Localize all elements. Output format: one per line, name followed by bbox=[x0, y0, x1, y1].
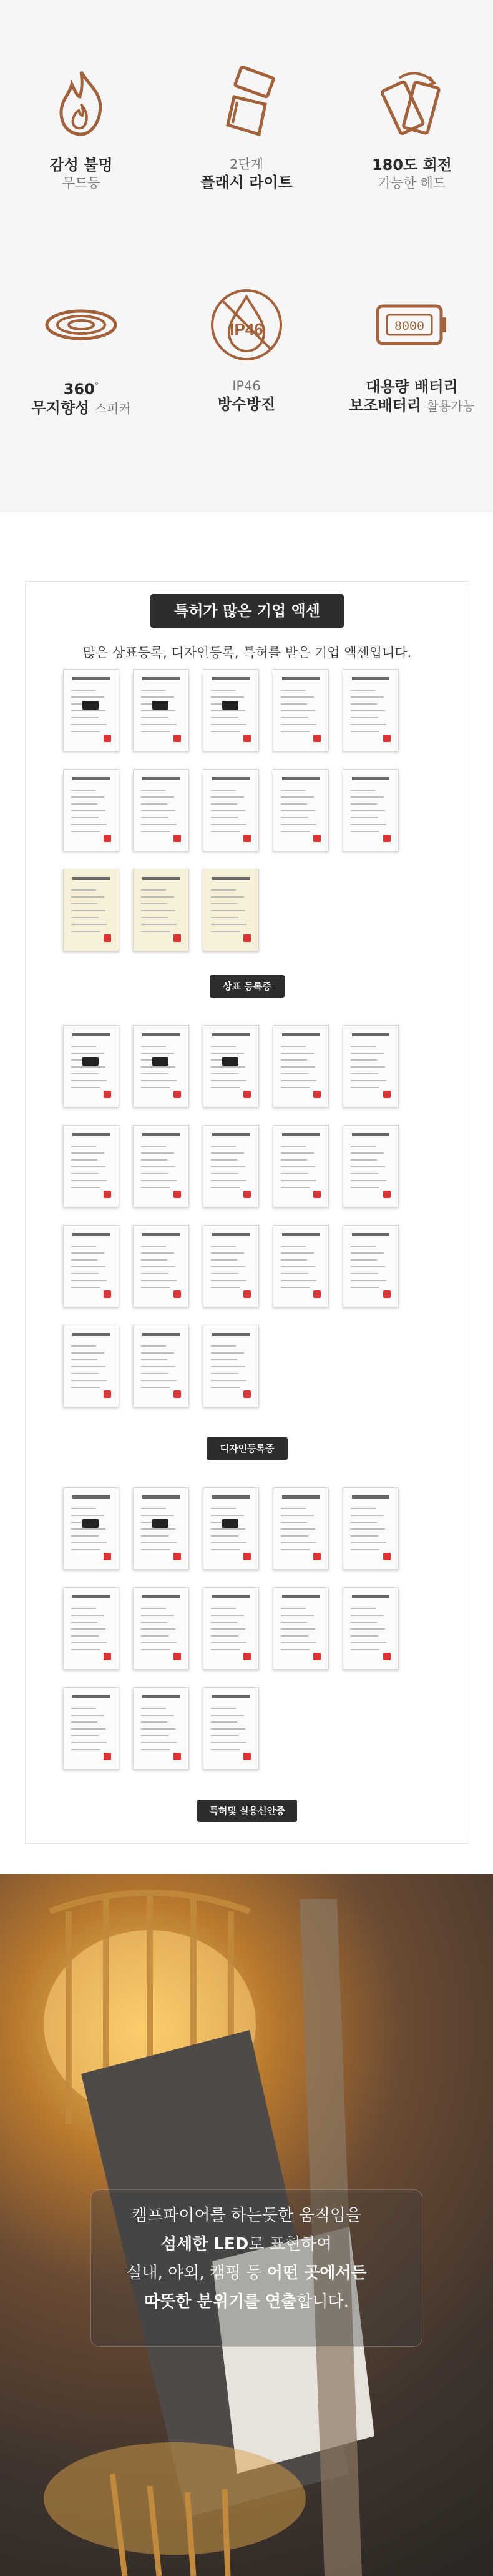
feature-title: 감성 불멍 bbox=[49, 156, 113, 174]
feature-subtitle-pre: IP46 bbox=[232, 379, 261, 394]
certificate-thumbnail bbox=[133, 669, 189, 751]
certificate-thumbnail bbox=[343, 1025, 399, 1107]
rotate-icon bbox=[374, 66, 449, 141]
certificate-thumbnail bbox=[63, 1325, 119, 1407]
certificate-thumbnail bbox=[273, 1587, 329, 1670]
certificate-thumbnail bbox=[343, 669, 399, 751]
caption-text: 합니다. bbox=[296, 2292, 349, 2311]
certificate-thumbnail bbox=[133, 1587, 189, 1670]
feature-subtitle-pre: 2단계 bbox=[230, 157, 263, 172]
feature-rotate-head bbox=[340, 66, 484, 192]
certificate-thumbnail bbox=[343, 1125, 399, 1207]
patents-card bbox=[25, 581, 469, 1844]
feature-title: 대용량 배터리 bbox=[366, 378, 458, 395]
feature-speaker bbox=[9, 287, 153, 418]
feature-title: 방수방진 bbox=[217, 395, 276, 413]
battery-icon bbox=[374, 287, 449, 362]
certificate-thumbnail bbox=[203, 869, 259, 951]
certificate-thumbnail bbox=[203, 1687, 259, 1770]
feature-title: 무지향성 bbox=[31, 399, 90, 417]
certificate-thumbnail bbox=[63, 1125, 119, 1207]
certificate-thumbnail bbox=[63, 1025, 119, 1107]
caption-line-2 bbox=[0, 2234, 493, 2255]
caption-text: 로 표현하여 bbox=[248, 2235, 333, 2254]
certificate-thumbnail bbox=[343, 1487, 399, 1570]
certificate-thumbnail bbox=[133, 1325, 189, 1407]
lantern-photo bbox=[0, 1874, 493, 2576]
certificate-thumbnail bbox=[63, 669, 119, 751]
certificate-thumbnail bbox=[133, 1687, 189, 1770]
certificate-thumbnail bbox=[203, 769, 259, 851]
caption-bold: 어떤 곳에서든 bbox=[266, 2264, 367, 2282]
certificate-thumbnail bbox=[343, 1225, 399, 1307]
certificate-thumbnail bbox=[63, 869, 119, 951]
patents-description: 많은 상표등록, 디자인등록, 특허를 받은 기업 액센입니다. bbox=[82, 645, 412, 660]
flashlight-icon bbox=[209, 66, 284, 141]
feature-subtitle: 가능한 헤드 bbox=[378, 176, 446, 191]
feature-title: 180도 회전 bbox=[371, 156, 452, 174]
feature-title-sub: 활용가능 bbox=[426, 399, 475, 414]
caption-line-1: 캠프파이어를 하는듯한 움직임을 bbox=[131, 2206, 362, 2225]
certificate-thumbnail bbox=[133, 1025, 189, 1107]
certificate-thumbnail bbox=[63, 1487, 119, 1570]
feature-title-pre: 360 bbox=[63, 380, 95, 398]
patents-heading: 특허가 많은 기업 액센 bbox=[150, 594, 344, 628]
certificate-thumbnail bbox=[273, 1025, 329, 1107]
certificate-thumbnail bbox=[203, 1487, 259, 1570]
flame-icon bbox=[44, 66, 119, 141]
certificate-thumbnail bbox=[203, 1025, 259, 1107]
certificate-thumbnail bbox=[273, 1225, 329, 1307]
design-label: 디자인등록증 bbox=[207, 1437, 288, 1460]
certificate-thumbnail bbox=[133, 869, 189, 951]
feature-title-line2 bbox=[9, 399, 153, 418]
certificate-thumbnail bbox=[133, 1225, 189, 1307]
waterproof-icon bbox=[209, 287, 284, 362]
certificate-thumbnail bbox=[203, 1225, 259, 1307]
utility-certificates bbox=[63, 1487, 437, 1787]
speaker-icon bbox=[44, 287, 119, 362]
certificate-thumbnail bbox=[63, 1587, 119, 1670]
caption-bold: 섬세한 LED bbox=[160, 2235, 249, 2254]
feature-title-line2 bbox=[340, 396, 484, 415]
caption-line-3 bbox=[0, 2262, 493, 2284]
feature-flash-light bbox=[175, 66, 318, 192]
certificate-thumbnail bbox=[63, 1687, 119, 1770]
battery-icon-label: 8000 bbox=[394, 320, 425, 334]
feature-title-degree: ° bbox=[94, 382, 99, 391]
feature-title-2: 보조배터리 bbox=[349, 397, 422, 414]
trademark-label: 상표 등록증 bbox=[210, 975, 285, 998]
certificate-thumbnail bbox=[203, 669, 259, 751]
feature-title-line1 bbox=[9, 377, 153, 399]
feature-title-sub: 스피커 bbox=[94, 401, 131, 416]
certificate-thumbnail bbox=[63, 769, 119, 851]
caption-bold: 따뜻한 분위기를 연출 bbox=[144, 2292, 297, 2311]
feature-subtitle: 무드등 bbox=[62, 176, 100, 191]
certificate-thumbnail bbox=[273, 669, 329, 751]
certificate-thumbnail bbox=[133, 1125, 189, 1207]
features-section bbox=[0, 0, 493, 512]
certificate-thumbnail bbox=[273, 769, 329, 851]
caption-text: 실내, 야외, 캠핑 등 bbox=[126, 2264, 267, 2282]
certificate-thumbnail bbox=[203, 1325, 259, 1407]
utility-label: 특허및 실용신안증 bbox=[197, 1800, 297, 1822]
certificate-thumbnail bbox=[203, 1125, 259, 1207]
feature-mood-light bbox=[9, 66, 153, 192]
trademark-certificates bbox=[63, 669, 437, 963]
certificate-thumbnail bbox=[203, 1587, 259, 1670]
design-certificates bbox=[63, 1025, 437, 1425]
feature-waterproof bbox=[175, 287, 318, 414]
certificate-thumbnail bbox=[273, 1487, 329, 1570]
feature-title: 플래시 라이트 bbox=[200, 174, 293, 191]
caption-line-4 bbox=[0, 2291, 493, 2312]
feature-battery bbox=[340, 287, 484, 415]
certificate-thumbnail bbox=[63, 1225, 119, 1307]
certificate-thumbnail bbox=[133, 769, 189, 851]
certificate-thumbnail bbox=[273, 1125, 329, 1207]
waterproof-icon-label: IP46 bbox=[230, 320, 263, 339]
certificate-thumbnail bbox=[343, 769, 399, 851]
certificate-thumbnail bbox=[343, 1587, 399, 1670]
certificate-thumbnail bbox=[133, 1487, 189, 1570]
